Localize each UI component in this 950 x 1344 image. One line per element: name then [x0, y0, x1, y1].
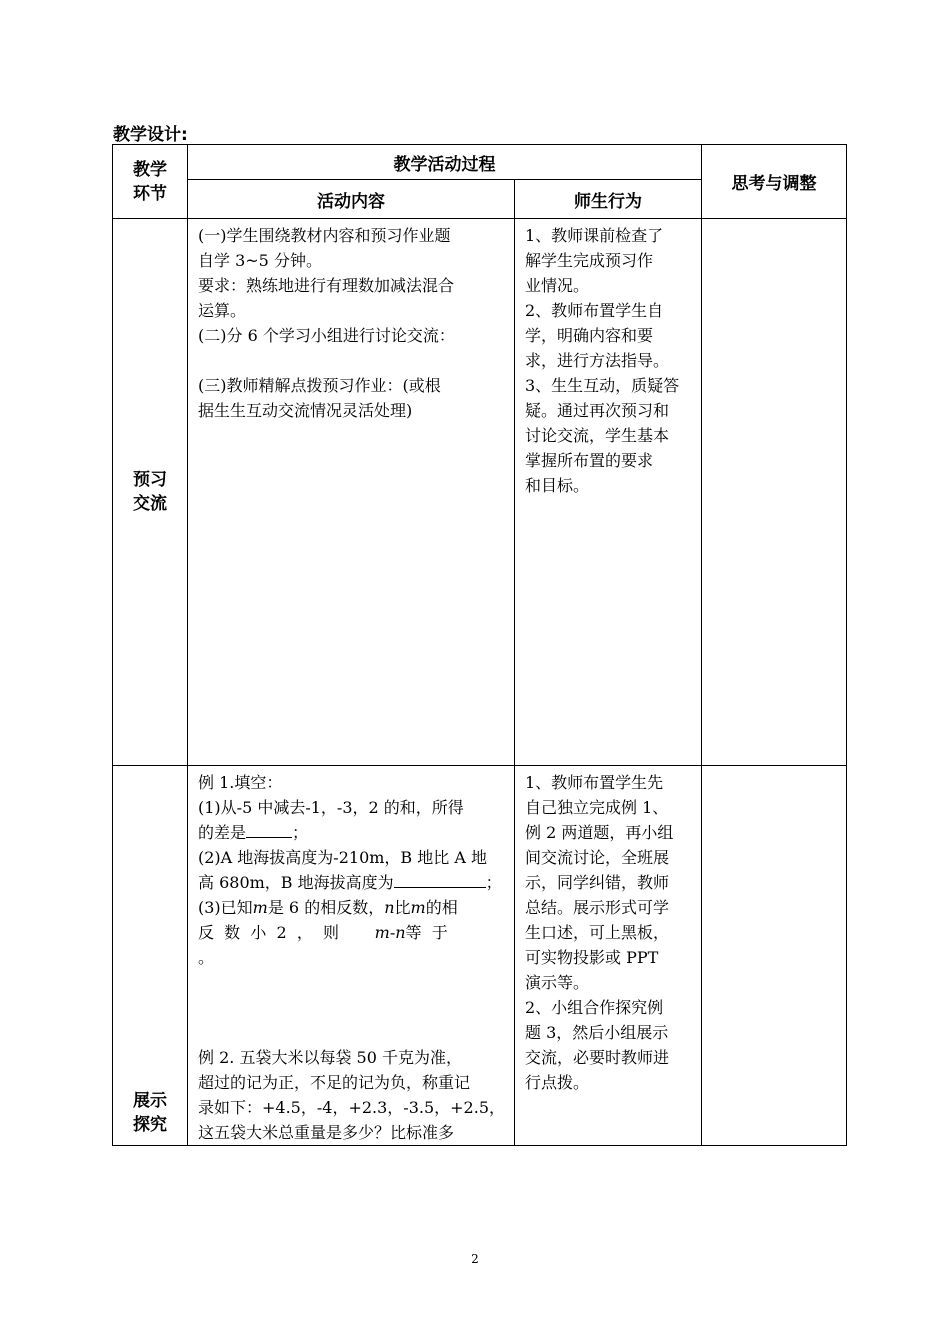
header-content: 活动内容	[188, 180, 515, 219]
activity-content: (一)学生围绕教材内容和预习作业题 自学 3~5 分钟。 要求：熟练地进行有理数加减法混合 运算。 (二)分 6 个学习小组进行讨论交流： (三)教师精解点拨预习作业：(或根 据生生互动交流情况灵活处理)	[188, 219, 515, 766]
page-title: 教学设计:	[113, 125, 188, 145]
header-reflect: 思考与调整	[702, 145, 847, 219]
reflection-cell	[702, 766, 847, 1146]
header-stage: 教学 环节	[113, 145, 188, 219]
teacher-student-behavior: 1、教师课前检查了 解学生完成预习作 业情况。 2、教师布置学生自 学，明确内容和要 求，进行方法指导。 3、生生互动，质疑答 疑。通过再次预习和 讨论交流，学生基本 掌握所布置的要求 和目标。	[515, 219, 702, 766]
activity-content: 例 1.填空： (1)从-5 中减去-1，-3，2 的和，所得 的差是 ； (2)A 地海拔高度为-210m，B 地比 A 地 高 680m，B 地海拔高度为 ； (3)已知m是 6 的相反数，n比m的相 反 数 小 2 ， 则 m-n等 于 。 例 2. 五袋大米以每袋 50 千克为准， 超过的记为正，不足的记为负，称重记 录如下：+4.5，-4，+2.3，-3.5，+2.5， 这五袋大米总重量是多少？比标准多	[188, 766, 515, 1146]
reflection-cell	[702, 219, 847, 766]
header-behavior: 师生行为	[515, 180, 702, 219]
lesson-plan-table	[112, 144, 847, 1146]
header-process: 教学活动过程	[188, 145, 702, 180]
page-number: 2	[471, 1252, 479, 1266]
table-row	[113, 766, 847, 1146]
table-row	[113, 219, 847, 766]
stage-label: 预习 交流	[113, 219, 188, 766]
stage-label: 展示 探究	[113, 766, 188, 1146]
teacher-student-behavior: 1、教师布置学生先 自己独立完成例 1、 例 2 两道题，再小组 间交流讨论，全班展 示，同学纠错，教师 总结。展示形式可学 生口述，可上黑板， 可实物投影或 PPT 演示等。 2、小组合作探究例 题 3，然后小组展示 交流，必要时教师进 行点拨。	[515, 766, 702, 1146]
